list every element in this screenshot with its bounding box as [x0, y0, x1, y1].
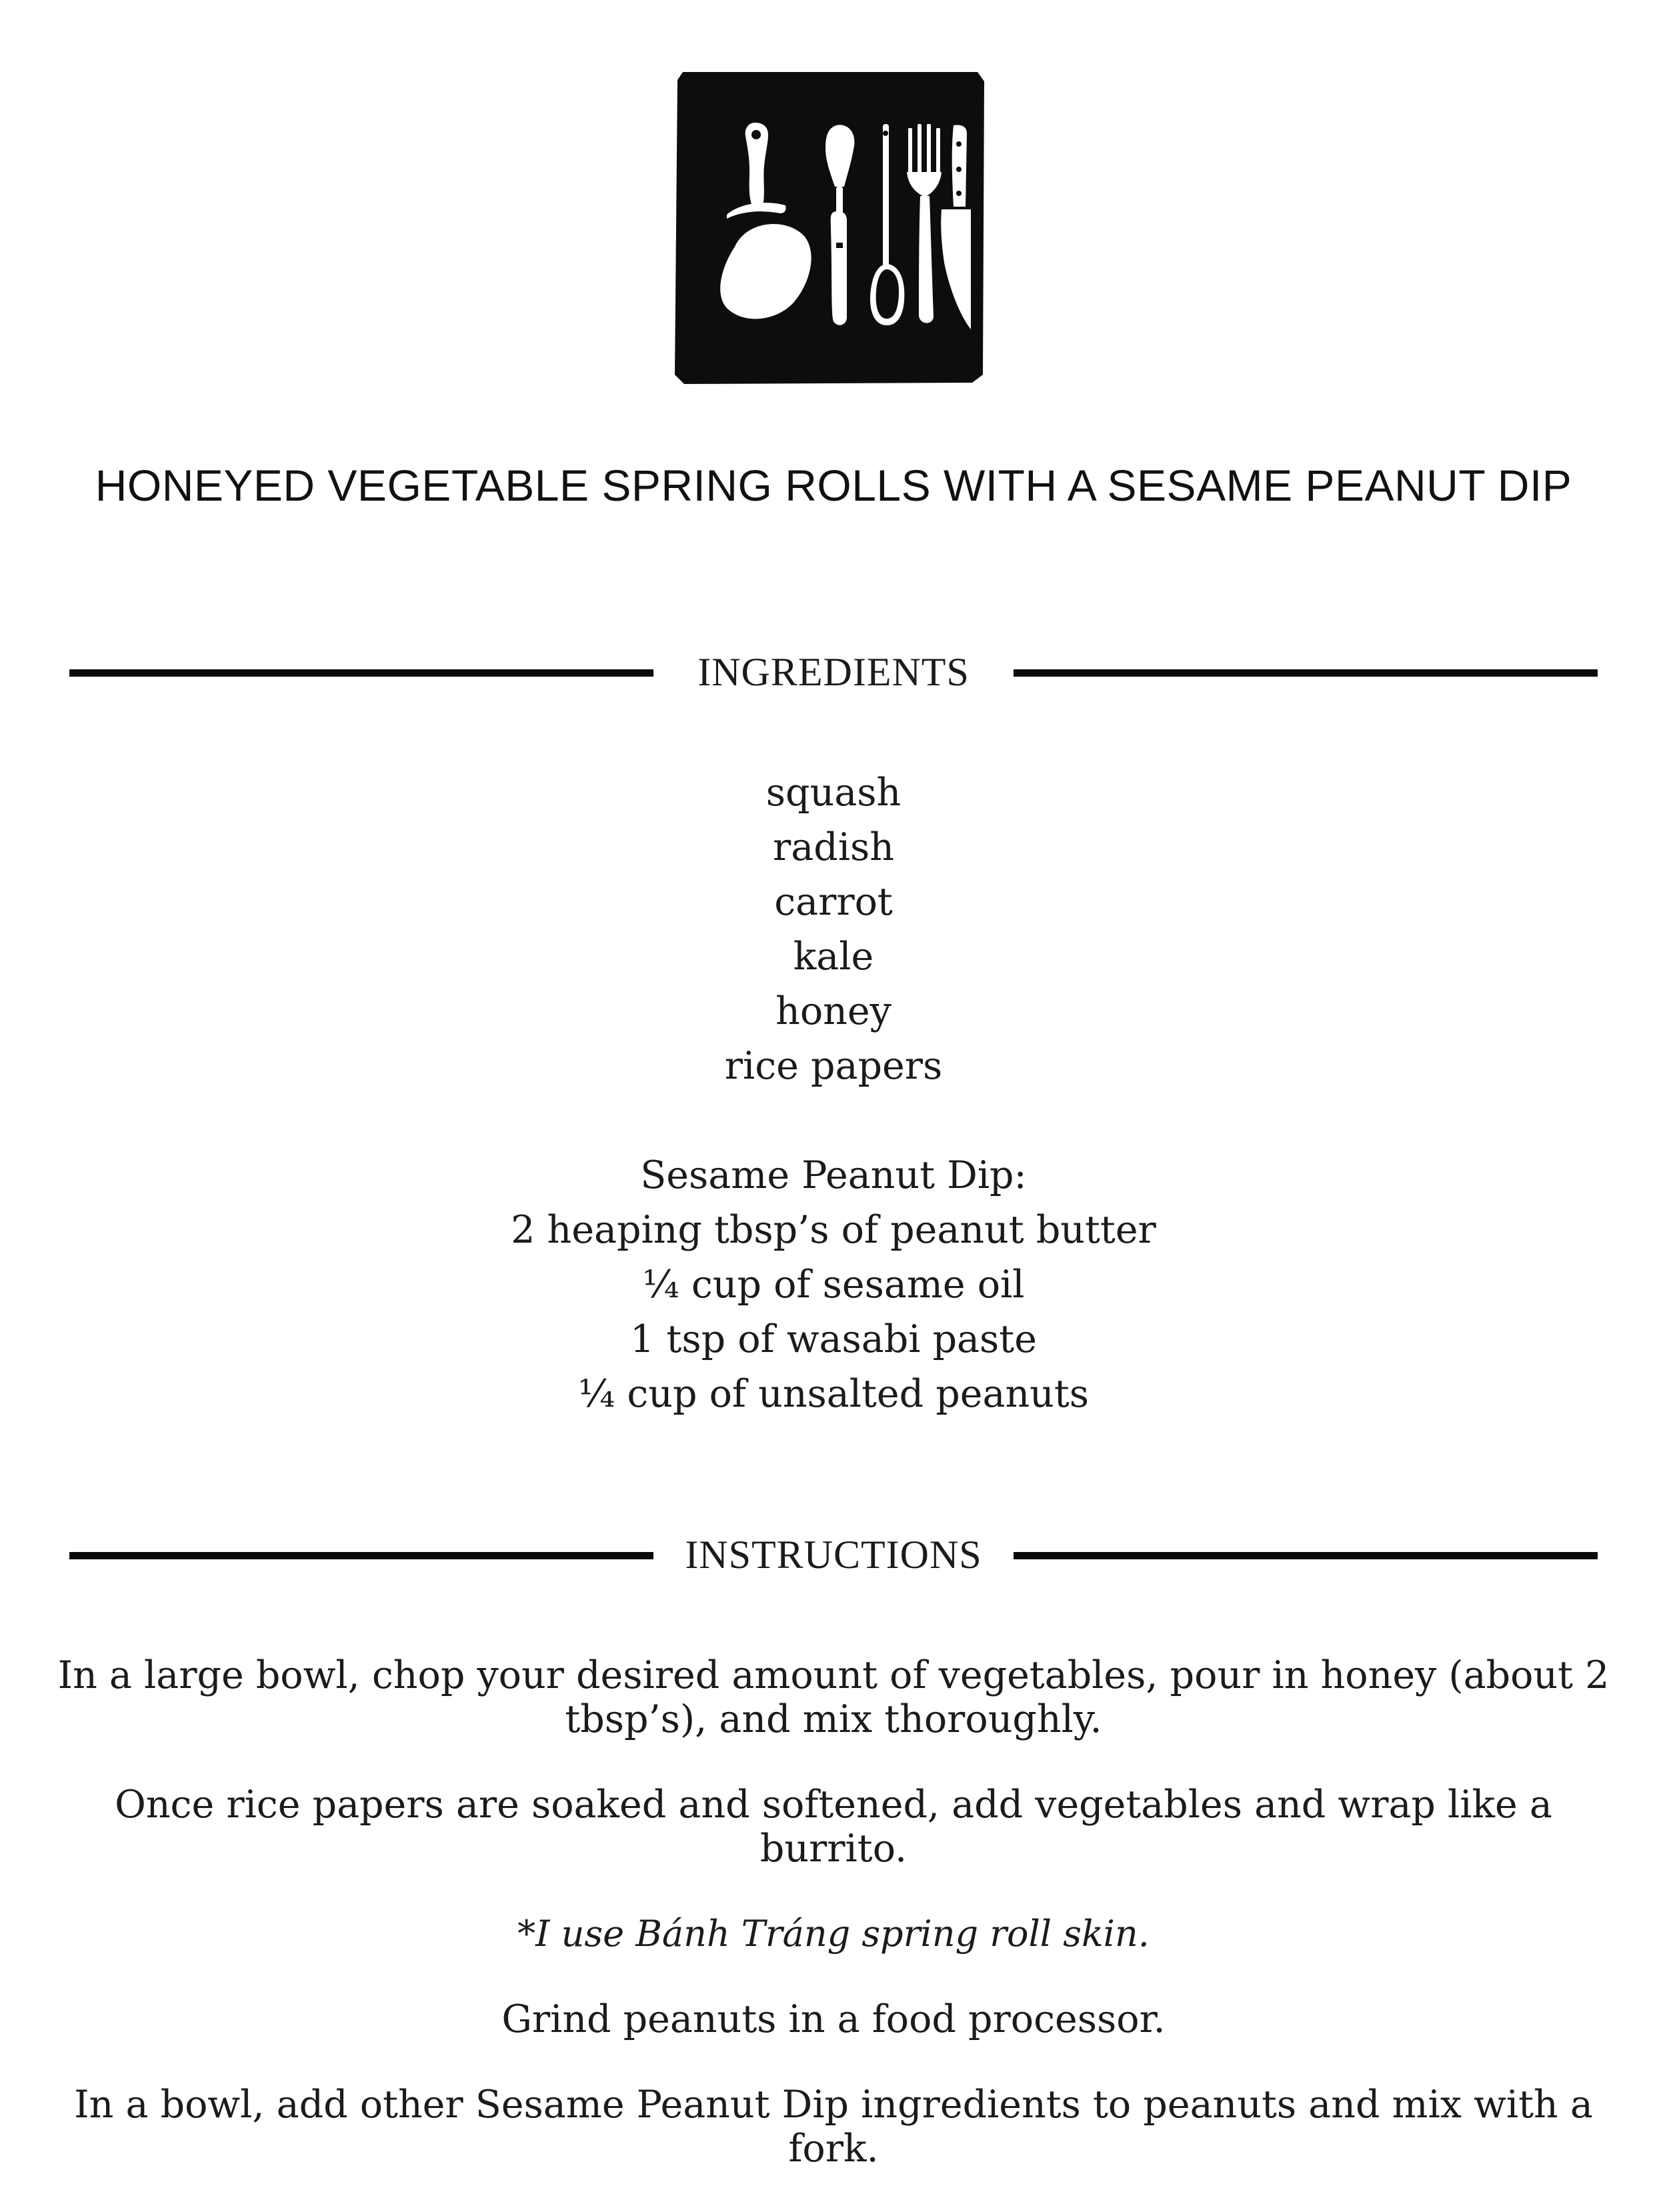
dip-subheading: Sesame Peanut Dip: — [640, 1153, 1027, 1197]
ingredient-item: carrot — [774, 880, 893, 924]
main-ingredients-list — [0, 765, 1667, 1093]
instruction-step: In a bowl, add other Sesame Peanut Dip ingredients to peanuts and mix with a fork. — [74, 2083, 1593, 2171]
ingredient-item: kale — [793, 935, 874, 979]
ingredients-heading: INGREDIENTS — [697, 650, 970, 694]
kitchen-utensils-logo — [673, 69, 987, 385]
instructions-body — [0, 1653, 1667, 2212]
instruction-step: Once rice papers are soaked and softened, add vegetables and wrap like a burrito. — [115, 1783, 1552, 1871]
instruction-note: *I use Bánh Tráng spring roll skin. — [517, 1913, 1150, 1955]
kitchen-utensils-icon — [673, 69, 987, 385]
ingredient-item: 1 tsp of wasabi paste — [630, 1317, 1037, 1361]
ingredient-item: ¼ cup of sesame oil — [642, 1263, 1025, 1307]
instructions-header — [69, 1528, 1598, 1581]
header-rule-right — [1014, 669, 1598, 677]
ingredient-item: honey — [775, 989, 892, 1033]
instructions-heading: INSTRUCTIONS — [685, 1533, 982, 1577]
ingredient-item: 2 heaping tbsp’s of peanut butter — [511, 1208, 1156, 1252]
dip-ingredients-list — [0, 1148, 1667, 1421]
recipe-title: HONEYED VEGETABLE SPRING ROLLS WITH A SESAME PEANUT DIP — [95, 461, 1572, 510]
ingredient-item: ¼ cup of unsalted peanuts — [577, 1372, 1090, 1416]
ingredient-item: radish — [773, 825, 894, 869]
ingredients-header — [69, 645, 1598, 699]
instruction-step: Grind peanuts in a food processor. — [501, 1997, 1166, 2041]
header-rule-right — [1014, 1552, 1598, 1559]
ingredient-item: squash — [765, 771, 902, 815]
instruction-step: In a large bowl, chop your desired amount of vegetables, pour in honey (about 2 tbsp’s), and mix thoroughly. — [57, 1653, 1610, 1741]
ingredient-item: rice papers — [724, 1044, 943, 1088]
